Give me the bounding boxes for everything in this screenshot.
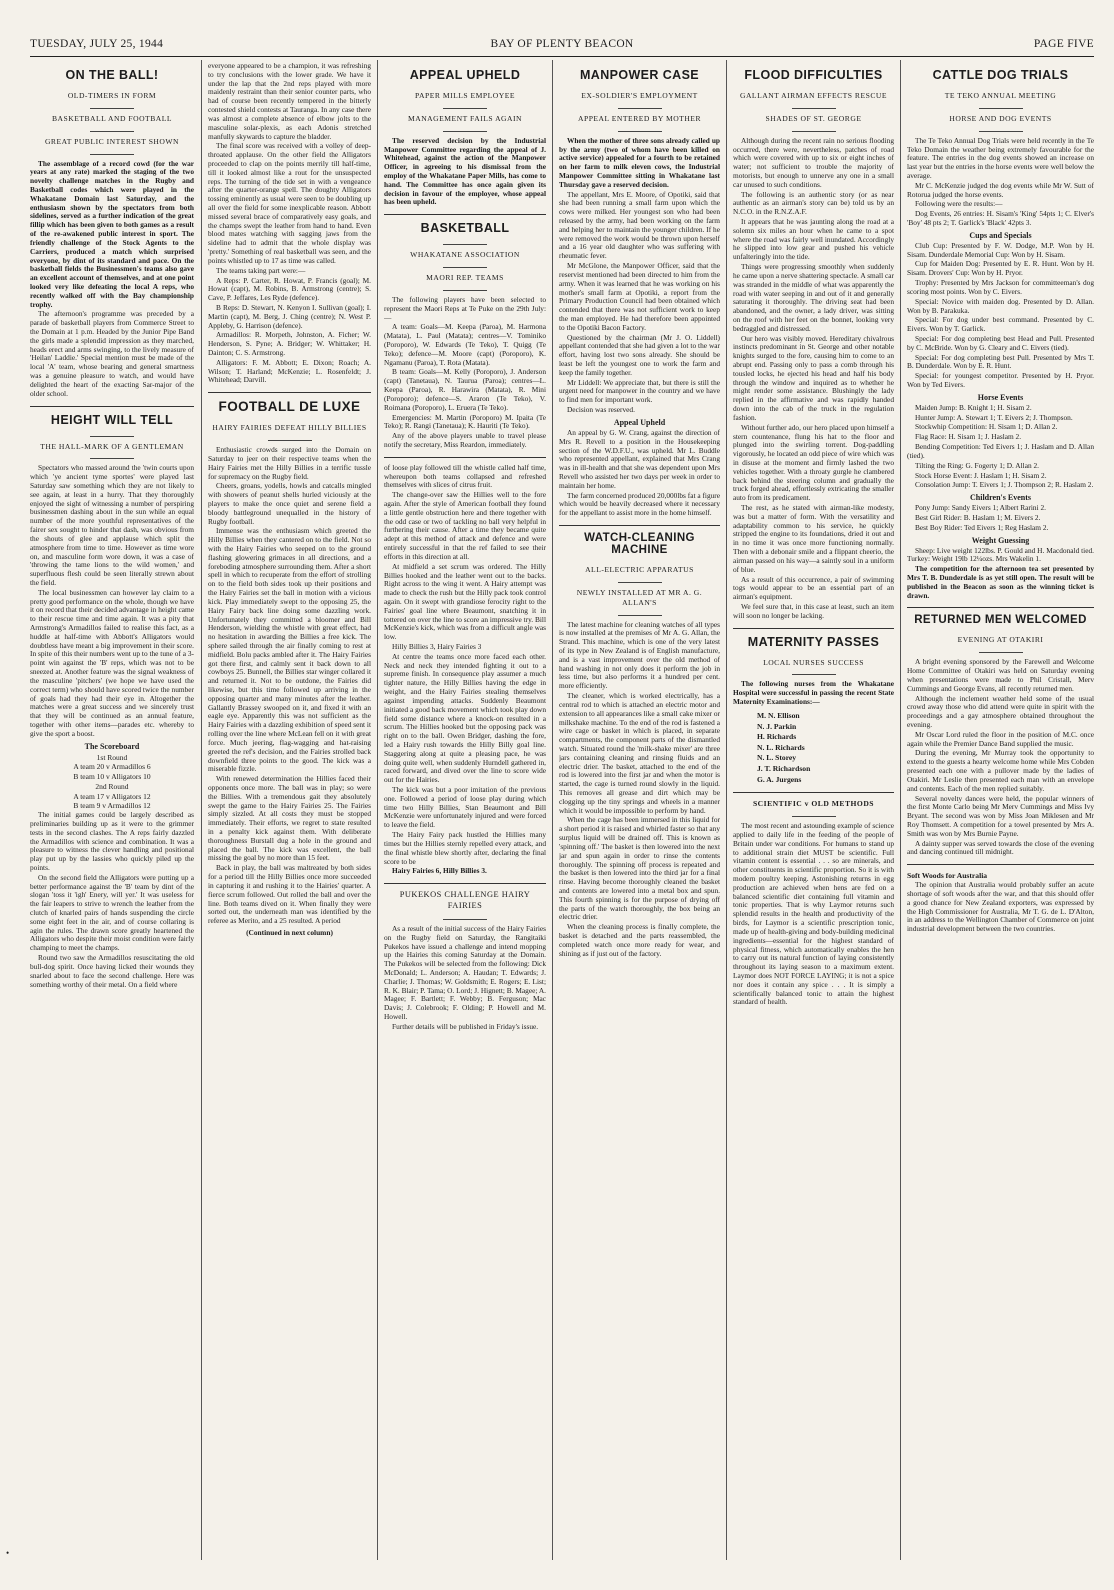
team-list: Armadillos: R. Morpeth, Johnston, A. Ficher; W. Henderson, S. Pyne; A. Bridger; W. Whittaker; H. Dainton; C. S. Armstrong.: [208, 330, 371, 357]
column-1: [30, 62, 194, 1562]
paragraph: The initial games could be largely described as preliminaries building up as it were to the grimmer tests in the second clashes. The A reps fairly dazzled the Armadillos with science and combination. It was a pleasure to witness the clever handling and positional play put up by the lassies who quickly piled up the points.: [30, 810, 194, 872]
list-item: M. N. Ellison: [757, 710, 800, 720]
paragraph: At centre the teams once more faced each other. Neck and neck they intended fighting it out to a supreme finish. In consequence play assumer a much tighter nature, the Hilly Billies having the edge in weight, and the Hairy Fairies stealing themselves against impending attacks. Suddenly Beaumont initiated a good back movement which took play down field some distance where a knock-on resulted in a scrum. The Hillies hooked but the opposing pack was right on to the ball. Owen Bridger, dashing the fore, led a Hairy rush towards the Hilly Billy goal line. Staggering along at quite a pleasing pace, he was doing quite well, when suddenly Hurndell gathered in, raced forward, and dived over the line to score wide out for the Hairies.: [384, 651, 546, 785]
paragraph: Flag Race: H. Sisam 1; J. Haslam 2.: [915, 432, 1022, 442]
paragraph: When the cleaning process is finally complete, the basket is detached and the parts reassembled, the completed watch once more ready for wear, and shining as if just out of the factory.: [559, 922, 720, 958]
column-3: [384, 62, 546, 1562]
paragraph: Round two saw the Armadillos resuscitating the old bull-dog spirit. Once having licked their wounds they snarled about to face the second challenge. Here was something worthy of their metal. On a field where: [30, 953, 194, 989]
article-headline: WATCH-CLEANING MACHINE: [584, 532, 695, 557]
paragraph: The Hairy Fairy pack hustled the Hillies many times but the Hillies sternly repelled every attack, and the final whistle blew shortly after, declaring the final score to be: [384, 830, 546, 866]
continued-note: (Continued in next column): [246, 927, 333, 937]
paragraph: Following were the results:—: [915, 199, 1003, 209]
masthead: [30, 38, 1094, 56]
lead-paragraph: The reserved decision by the Industrial Manpower Committee regarding the appeal of J. Whitehead, against the action of the Manpower Officer, in agreeing to his dismissal from the employ of the Whakatane Paper Mills, has come to hand. The Committee has once again given its decision in favour of the employee, whose appeal has been upheld.: [384, 135, 546, 207]
paragraph: Decision was reserved.: [567, 405, 635, 415]
section-subhead: Appeal Upheld: [613, 417, 666, 427]
paragraph: everyone appeared to be a champion, it was refreshing to try conclusions with the lower grade. We have it under the lap that the 2nd reps played with more maidenly restraint than their senior counter parts, who had of course been recently tempered in the bitterly contested shield contests at Tauranga. In any case there was almost a complete absence of elbow jolts to the masculine solar-plexis, as each Adonis stretched manfully skywards to capture the bladder.: [208, 62, 371, 141]
column-rule: [552, 60, 553, 1560]
article-headline: HEIGHT WILL TELL: [50, 412, 174, 427]
subheadline: MANAGEMENT FAILS AGAIN: [407, 113, 523, 123]
column-2: [208, 62, 371, 1562]
paragraph: of loose play followed till the whistle called half time, whereupon both teams collapsed and refreshed themselves with slices of citrus fruit.: [384, 462, 546, 490]
subheadline: LOCAL NURSES SUCCESS: [763, 657, 864, 667]
subheadline: ALL-ELECTRIC APPARATUS: [585, 565, 694, 575]
paragraph: Special: Novice with maiden dog. Presented by D. Allan. Won by B. Parakuka.: [907, 296, 1094, 315]
paragraph: Any of the above players unable to travel please notify the secretary, Miss Reardon, immediately.: [384, 431, 546, 449]
paragraph: It appears that he was jaunting along the road at a solemn six miles an hour when he came to a spot where the road was fairly well inundated. Accordingly he slipped into low gear and pushed his vehicle unfalteringly into the tide.: [733, 217, 894, 262]
paragraph: The farm concerned produced 20,000lbs fat a figure which would be heavily decreased where it necessary for the appellant to assist more in the home himself.: [559, 490, 720, 518]
paragraph: Mr Liddell: We appreciate that, but there is still the urgent need for manpower in the country and we have to find men for important work.: [559, 377, 720, 405]
team-list: Alligators: F. M. Abbott; E. Dixon; Roach; A. Wilson; T. Harland; McKenzie; L. Rosenfeldt; J. Whitehead; Darvill.: [208, 357, 371, 385]
paper-title: BAY OF PLENTY BEACON: [490, 38, 634, 50]
paragraph: Stockwhip Competition: H. Sisam 1; D. Allan 2.: [915, 422, 1058, 432]
paragraph: The local businessmen can however lay claim to a pretty good performance on the whole, though we have it on record that their decided advantage in height came to their rescue time and time again. It was a pity that Armstrong's Armadillos failed to realise this fact, as a huddle at half-time with Abbott's Alligators would doubtless have meant a big improvement in their score. In spite of this their numbers went up to the tune of a 3-point win against the 'B' reps, which was not to be sneezed at. Another feature was the signal weakness of the masculine 'pitchers' (we hope we have used the correct term) who should have scored twice the number of goals had they had their eye in. Altogether the matches were a great success and we sincerely trust that they will be continued as an annual feature, together with other items—parades etc. whereby to give the sport a boost.: [30, 587, 194, 738]
subheadline: PAPER MILLS EMPLOYEE: [414, 91, 515, 100]
paragraph: Mr McGlone, the Manpower Officer, said that the reservist mentioned had been directed to him from the army. When it was learned that he was working on his mother's small farm at Opotiki, a report from the Primary Production Council had been obtained which contended that there was not sufficient work to keep the man employed. He had therefore been appointed to the Opotiki Bacon Factory.: [559, 261, 720, 332]
paragraph: Pony Jump: Sandy Eivers 1; Albert Rarini 2.: [915, 503, 1046, 513]
article-headline: MANPOWER CASE: [579, 68, 700, 82]
subheadline: EVENING AT OTAKIRI: [957, 635, 1044, 645]
paragraph: The appellant, Mrs E. Moore, of Opotiki, said that she had been running a small farm upon which the cows were milked. Her youngest son who had been released by the army, had been working on the farm and helping her to maintain the younger children. If he were removed the work would be thrown upon herself and a 16 year old daughter who was suffering with rheumatic fever.: [559, 189, 720, 261]
article-headline: ON THE BALL!: [65, 68, 159, 82]
paragraph: Best Boy Rider: Ted Eivers 1; Reg Haslam 2.: [915, 522, 1049, 532]
paragraph: Although during the recent rain no serious flooding occurred, there were, nevertheless, patches of road which were covered with up to six or eight inches of water; not sufficient to trouble the majority of motorists, but enough to unnerve any one in a small car unused to such conditions.: [733, 135, 894, 189]
paragraph: Emergencies: M. Martin (Poroporo) M. Ipaita (Te Teko); R. Rangi (Tanetaua); K. Hauriti (Te Teko).: [384, 412, 546, 431]
paragraph: The cleaner, which is worked electrically, has a central rod to which is attached an electric motor and extension to all appearances like a small cake mixer or milkshake machine. To the end of the rod is fastened a wire cage or basket in which is placed, in separate compartments, the component parts of the dismantled watch. Situated round the 'milk-shake mixer' are three jars containing cleaning and rinsing fluids and an electric drier. The basket, attached to the end of the rod is lowered into the first jar and when the motor is started, the cage is turned round slowly in the liquid. This removes all grease and dirt which may be clogging up the tiny springs and wheels in a manner which it would be impossible to perform by hand.: [559, 691, 720, 815]
paragraph: Consolation Jump: T. Eivers 1; J. Thompson 2; R. Haslam 2.: [915, 480, 1094, 490]
paragraph: As a result of the initial success of the Hairy Fairies on the Rugby field on Saturday, the Rangitaiki Pukekos have issued a challenge and intend mopping up the Hairies this coming Saturday at the Domain. The Pukekos will be selected from the following: Dick McDonald; L. Anderson; A. Haudan; T. Edwards; J. Charlie; J. Thomas; W. Goldsmith; E. Rogers; E. List; R. K. Blair; P. Tama; O. Lord; J. Hignett; B. Magee; A. Magee; F. Bartlett; F. Webby; B. Ferguson; Mac Davis; J. Colebrook; F. Olding; P. Howell and M. Howell.: [384, 923, 546, 1022]
paragraph: The latest machine for cleaning watches of all types is now installed at the premises of Mr A. G. Allan, the Strand. This machine, which is one of the very latest of its type in New Zealand is of English manufacture, and is a vast improvement over the old method of hand washing in not only does it perform the job in less time, but also performs it a hundred per cent. more efficiently.: [559, 619, 720, 691]
paragraph: A dainty supper was served towards the close of the evening and dancing continued till midnight.: [907, 838, 1094, 857]
scoreboard-title: The Scoreboard: [84, 741, 140, 751]
subheadline: EX-SOLDIER'S EMPLOYMENT: [581, 91, 698, 100]
paragraph: Special: For dog under best command. Presented by C. Eivers. Won by T. Garlick.: [907, 315, 1094, 334]
article-headline: CATTLE DOG TRIALS: [932, 68, 1069, 82]
article-headline: FLOOD DIFFICULTIES: [744, 68, 883, 82]
paragraph: At midfield a set scrum was ordered. The Hilly Billies hooked and the leather went out to the backs. Right across to the wing it went. A Hairy attempt was made to check the rush but the Hilly pack took control again. On it swept with grandiose ferocity right to the Fairies' goal line where Beaumont, snatching it in tottered on over the line to score an impressive try. Bill McKenzie's kick, which was from a difficult angle was low.: [384, 561, 546, 642]
subheadline: PUKEKOS CHALLENGE HAIRY FAIRIES: [399, 890, 531, 911]
margin-mark: •: [6, 1548, 10, 1558]
section-subhead: Horse Events: [977, 392, 1024, 402]
paragraph: The competition for the afternoon tea set presented by Mrs T. B. Dunderdale is as yet still open. The result will be published in the Beacon as soon as the winning ticket is drawn.: [907, 564, 1094, 600]
paragraph: Tilting the Ring: G. Fogerty 1; D. Allan 2.: [915, 460, 1039, 470]
section-subhead: Cups and Specials: [969, 230, 1032, 240]
issue-date: TUESDAY, JULY 25, 1944: [30, 38, 164, 50]
paragraph: Although the inclement weather held some of the usual crowd away those who did attend were quite in spirit with the proceedings and a gay atmosphere obtained throughout the evening.: [907, 693, 1094, 730]
paragraph: As a result of this occurrence, a pair of swimming togs would appear to be an essential part of an airman's equipment.: [733, 574, 894, 602]
paragraph: Bending Competition: Ted Eivers 1; J. Haslam and D. Allan (tied).: [907, 442, 1094, 460]
subheadline: MAORI REP. TEAMS: [426, 273, 504, 283]
lead-paragraph: When the mother of three sons already called up by the army (two of whom have been killed on active service) appealed for a fourth to be retained on her farm to milk eleven cows, the Industrial Manpower Committee sitting in Whakatane last Thursday gave a reserved decision.: [559, 135, 720, 189]
paragraph: The rest, as he stated with airman-like modesty, was but a matter of form. With the versatility and adaptability common to his service, he quickly stripped the engine to its foundations, dried it out and in no time it was once more functioning normally. Then with a debonair smile and a flippant cheerio, the airman passed on his way—a saintly soul in a uniform of blue.: [733, 503, 894, 574]
masthead-rule: [30, 56, 1094, 57]
article-headline: BASKETBALL: [420, 221, 510, 236]
paragraph: Trophy: Presented by Mrs Jackson for committeeman's dog scoring most points. Won by C. Eivers.: [907, 278, 1094, 296]
column-rule: [900, 60, 901, 1560]
paragraph: Spectators who massed around the 'twin courts upon which 'ye ancient tyme sportes' were played last Saturday saw something which they are not likely to see again, at least in a hurry. That they thoroughly enjoyed the sight of witnessing a number of perspiring businessmen dashing about in the sun while an equal number of the more youthful representatives of the fairer sex sought to hinder that dash, was obvious from the shouts of glee and applause which split the atmosphere from time to time. However as time wore on, and masculine form wore down, it was a case of 'throwing the tame lions to the wild women,' and superfluous flesh could be seen literally strewn about the field.: [30, 463, 194, 587]
paragraph: Questioned by the chairman (Mr J. O. Liddell) appellant contended that she had given a lot to the war effort, having lost two sons already. She should be least be left the youngest one to work the farm and keep the family together.: [559, 332, 720, 377]
list-item: N. L. Storey: [757, 753, 797, 763]
paragraph: Dog Events, 26 entries: H. Sisam's 'King' 54pts 1; C. Elver's 'Boy' 48 pts 2; T. Garlick's 'Black' 42pts 3.: [907, 209, 1094, 228]
nurse-list: [733, 711, 894, 785]
paragraph: Special: For dog completing best Pull. Presented by Mrs T. B. Dunderdale. Won by E. R. Hunt.: [907, 352, 1094, 371]
paragraph: Best Girl Rider: B. Haslam 1; M. Eivers 2.: [915, 512, 1041, 522]
paragraph: The kick was but a poor imitation of the previous one. Followed a period of loose play during which time two Hilly Billies, Stan Beaumont and Bill McKenzie were unfortunately injured and were forced to leave the field.: [384, 785, 546, 830]
column-6: [907, 62, 1094, 1562]
column-rule: [726, 60, 727, 1560]
article-headline: MATERNITY PASSES: [747, 634, 880, 649]
section-subhead: Weight Guessing: [971, 535, 1030, 545]
paragraph: Back in play, the ball was maltreated by both sides for a period till the Hilly Billies once more succeeded in capturing it and rushing it to the Hairies' quarter. A fierce scrum followed. Out rolled the ball and over the line. Both teams dived on it. When finally they were sorted out, the underneath man was identified by the referee as Merito, and a 25 resulted. A period: [208, 863, 371, 926]
article-headline: FOOTBALL DE LUXE: [218, 399, 361, 415]
list-item: N. L. Richards: [757, 742, 805, 752]
article-headline: APPEAL UPHELD: [409, 68, 521, 82]
paragraph: The final score was received with a volley of deep-throated applause. On the other field the Alligators proceeded to clap on the points merrily till half-time, till it looked almost like a rout for the unsuspected reps. The turning of the tide set in with a vengeance after the quarter-orange spell. The doughty Alligators tossing eminently as usual were seen to be doubling up all over the field for some inexplicable reason. Abbott missed several brace of comparatively easy goals, and the champs swept the leather from hand to hand. Even blood mates watching with sagging jaws from the sideline had to admit that the whole display was 'pretty.' Something of real basketball was seen, and the points whistled up to 17 as time was called.: [208, 141, 371, 265]
paragraph: The following is an authentic story (or as near authentic as an airman's story can be) told us by an N.C.O. in the R.N.Z.A.F.: [733, 189, 894, 217]
subheadline: SCIENTIFIC v OLD METHODS: [752, 799, 875, 809]
subheadline: APPEAL ENTERED BY MOTHER: [577, 113, 702, 123]
score-line: Hairy Fairies 6, Hilly Billies 3.: [392, 866, 487, 876]
section-subhead: Soft Woods for Australia: [907, 871, 988, 881]
paragraph: With renewed determination the Hillies faced their opponents once more. The ball was in play; so were the Billies. With a tremendous gait they absolutely swept the game to the Hairy Fairies 25. The Fairies simply sizzled. At all costs they must be stopped immediately. Their efforts, we regret to state resulted in a penalty kick against them. With deliberate thoroughness Burstall dug a hole in the ground and placed the ball. The kick was excellent, the ball missing the goal by no more than 15 feet.: [208, 774, 371, 863]
paragraph: Several novelty dances were held, the popular winners of the first Monte Carlo being Mr Merv Cummings and Miss Ivy Bryant. The second was won by Miss Joan Miklesen and Mr Roy Thomsett. A competition for a towel presented by Mrs A. Smith was won by Mrs Burnie Payne.: [907, 793, 1094, 838]
paragraph: The following players have been selected to represent the Maori Reps at Te Puke on the 29th July:—: [384, 294, 546, 322]
subheadline: SHADES OF ST. GEORGE: [765, 113, 862, 123]
subheadline: THE HALL-MARK OF A GENTLEMAN: [40, 441, 184, 451]
subheadline: WHAKATANE ASSOCIATION: [410, 250, 520, 260]
paragraph: Enthusiastic crowds surged into the Domain on Saturday to jeer on their respective teams when the Hairy Fairies met the Hilly Billies in a terrific tussle for supremacy on the Rugby field.: [208, 445, 371, 481]
paragraph: Sheep: Live weight 122lbs. P. Gould and H. Macdonald tied. Turkey: Weight 19lb 12¼ozs. Mrs Wakelin 1.: [907, 545, 1094, 564]
team-list: A Reps: P. Carter, R. Howat, P. Francis (goal); M. Howat (capt), M. Robins, B. Armstrong (centre); S. Cave, P. Jeffares, Les Ryde (defence).: [208, 275, 371, 303]
page-number: PAGE FIVE: [1033, 38, 1094, 50]
list-item: N. J. Parkin: [757, 721, 797, 731]
column-5: [733, 62, 894, 1562]
paragraph: Further details will be published in Friday's issue.: [392, 1021, 539, 1031]
column-4: [559, 62, 720, 1562]
paragraph: We feel sure that, in this case at least, such an item will soon no longer be lacking.: [733, 601, 894, 620]
paragraph: Special: For dog completing best Head and Pull. Presented by C. McBride. Won by G. Cleary and C. Eivers (tied).: [907, 333, 1094, 352]
paragraph: The Te Teko Annual Dog Trials were held recently in the Te Teko Domain the weather being extremely favourable for the feature. The entries in the dog events showed an increase on last year but the entries in the horse events were well below the average.: [907, 135, 1094, 180]
list-item: G. A. Jurgens: [757, 774, 802, 784]
score-line: Hilly Billies 3, Hairy Fairies 3: [392, 642, 482, 651]
lead-paragraph: The following nurses from the Whakatane Hospital were successful in passing the recent State Maternity Examinations:—: [733, 679, 894, 707]
subheadline: TE TEKO ANNUAL MEETING: [944, 91, 1057, 100]
paragraph: The teams taking part were:—: [216, 265, 306, 275]
list-item: J. T. Richardson: [757, 764, 811, 774]
list-item: H. Richards: [757, 732, 797, 742]
subheadline: HORSE AND DOG EVENTS: [949, 113, 1052, 123]
paragraph: Hunter Jump: A. Stewart 1; T. Eivers 2; J. Thompson.: [915, 412, 1073, 422]
paragraph: When the cage has been immersed in this liquid for a short period it is raised and whirled faster so that any surplus liquid will be drained off. This is known as 'spinning off.' The basket is then lowered into the next jar and spun again in order to rinse the contents thoroughly. The spinning off process is repeated and the basket is then lowered into the third jar for a final rinse. Having become thoroughly cleaned the basket and contents are lowered into a metal box and spun. This fourth spinning is for the purpose of drying off the parts of the watch thoroughly, the box being an electric drier.: [559, 815, 720, 922]
subheadline: NEWLY INSTALLED AT MR A. G. ALLAN'S: [576, 587, 703, 607]
subheadline: BASKETBALL AND FOOTBALL: [51, 113, 173, 123]
paragraph: The afternoon's programme was preceded by a parade of basketball players from Commerce Street to the Domain at 1 p.m. Headed by the Junior Pipe Band the girls made a splendid impression as they marched, heads erect and arms swinging, to the lively measure of 'Heilan' Laddie.' Special mention must be made of the local 'A' team, whose bearing and general smartness was a genuine pleasure to watch, and would have delighted the heart of the exacting Sar-major of the older school.: [30, 309, 194, 398]
scoreboard: 1st Round A team 20 v Armadillos 6 B team 10 v Alligators 10 2nd Round A team 17 v Alligators 12 B team 9 v Armadillos 12: [73, 752, 151, 811]
paragraph: Club Cup: Presented by F. W. Dodge, M.P. Won by H. Sisam. Dunderdale Memorial Cup: Won by H. Sisam.: [907, 240, 1094, 259]
section-subhead: Children's Events: [970, 493, 1031, 503]
paragraph: During the evening, Mr Murray took the opportunity to extend to the guests a hearty welcome home while Mrs Cobden presented each one with a pullover made by the ladies of Otakiri. Mr Leslie then presented each man with an envelope and contents. Each of the men replied suitably.: [907, 748, 1094, 793]
paragraph: Without further ado, our hero placed upon himself a stern countenance, flung his hat to the floor and plunged into the swirling torrent. Dog-paddling vigorously, he located an odd piece of wire which was in disuse at the moment and firmly lashed the two vehicles together. With a throaty gurgle he clambered back behind the steering column and gradually the truck forged ahead, effortlessly extricating the smaller auto from its predicament.: [733, 422, 894, 503]
paragraph: The opinion that Australia would probably suffer an acute shortage of soft woods after the war, and that this should offer a good chance for New Zealand exporters, was expressed by the High Commissioner for Australia, Mr T. G. de L. D'Alton, in an address to the Wellington Chamber of Commerce on joint industrial development between the two countries.: [907, 880, 1094, 934]
paragraph: Mr C. McKenzie judged the dog events while Mr W. Sutt of Rotorua judged the horse events.: [907, 180, 1094, 199]
paragraph: Maiden Jump: B. Knight 1; H. Sisam 2.: [915, 402, 1032, 412]
column-rule: [201, 60, 202, 1560]
paragraph: Cup for Maiden Dog: Presented by E. R. Hunt. Won by H. Sisam. Drovers' Cup: Won by H. Pryor.: [907, 259, 1094, 278]
paragraph: On the second field the Alligators were putting up a better performance against the 'B' team by dint of the slogan 'toss it 'igh' Enery, will yer.' It was useless for the fair leapers to strive to wrench the leather from the clutch of knarled pairs of hands suspending the circle some eight feet in the air, and of course collaring is agin the rules. The drawn score greatly heartened the Alligators who despite their moist condition were fairly champing to meet the champs.: [30, 872, 194, 953]
paragraph: The change-over saw the Hillies well to the fore again. After the style of American football they found a little gentle obstruction here and there together with the odd case or two of tackling no ball very helpful in furthering their cause. After a time they became quite adept at this method of attack and defence and were entirely successful in that the ref failed to see their efforts in this direction at all.: [384, 490, 546, 561]
paragraph: An appeal by G. W. Crang, against the direction of Mrs R. Revell to a position in the Housekeeping section of the W.D.F.U., was upheld. Mr L. Buddle who represented appellant, explained that Mrs Crang was in ill-health and that she was dependent upon Mrs Revell who assisted her two days per week in order to maintain her home.: [559, 427, 720, 490]
paragraph: Special: for youngest competitor. Presented by H. Pryor. Won by Ted Eivers.: [907, 371, 1094, 390]
team-list: B Reps: D. Stewart, N. Kenyon I. Sullivan (goal); I. Martin (capt), M. Berg, J. Ching (centre); N. West P. Appleby, G. Harrison (defence).: [208, 302, 371, 330]
lead-paragraph: The assemblage of a record cowd (for the war years at any rate) marked the staging of the two novelty challenge matches in the Rugby and Basketball codes which were played in the Whakatane Domain last Saturday, and the enthusiasm shown by the spectators from both sidelines, served as a further indication of the great fillip which has been given to both games as a result of the re-awakened public interest in sport. The friendly challenge of the Stock Agents to the Carriers, produced a match which surprised everyone, by dint of its standard and pace. On the basketball fields the Businessmen's teams also gave an excellent account of themselves, and at one point looked very like defeating the local A reps, who recently walked off with the Bay championship trophy.: [30, 158, 194, 309]
paragraph: Things were progressing smoothly when suddenly he came upon a nerve shattering spectacle. A small car was stranded in the middle of what was apparently the road with water seeping in and out of it and generally saturating it thoroughly. The driving seat had been abandoned, and the owner, a lady driver, was sitting on the roof with her feet on the bonnet, looking very bedraggled and distressed.: [733, 262, 894, 333]
subheadline: GREAT PUBLIC INTEREST SHOWN: [44, 136, 180, 146]
subheadline: OLD-TIMERS IN FORM: [67, 91, 157, 100]
paragraph: Stock Horse Event: J. Haslam 1; H. Sisam 2.: [915, 470, 1047, 480]
article-headline: RETURNED MEN WELCOMED: [914, 614, 1087, 627]
paragraph: A bright evening sponsored by the Farewell and Welcome Home Committee of Otakiri was held on Saturday evening when presentations were made to Phil Cristall, Merv Cummings and George Evans, all recently returned men.: [907, 657, 1094, 693]
subheadline: HAIRY FAIRIES DEFEAT HILLY BILLIES: [212, 423, 367, 433]
paragraph: The most recent and astounding example of science applied to daily life in the feeding of the people of Britain under war conditions. For humans to stand up to additional strain diet MUST be scientific. Full vitamin content is essential . . . so are minerals, and other constituents in scientific proportion. So it is with modern poultry keeping. Astonishing returns in egg production are achieved when hens are fed on a balanced scientific diet containing full vitamin and tonic properties. That is why Laymor returns such splendid results in the health and productivity of the birds, for Laymor is a scientific prescription tonic, made up of health-giving and body-building medicinal ingredients—essential for the highest standard of physical fitness, which automatically enables the hen to carry out its natural function of laying consistently throughout its laying season to a maximum extent. Laymor does NOT FORCE LAYING; it is not a spice nor does it contain any spice . . . It is simply a scientifically balanced tonic to attain the highest standard of health.: [733, 821, 894, 1007]
paragraph: B team: Goals—M. Kelly (Poroporo), J. Anderson (capt) (Tanetaua), N. Taurua (Paroa); centres—L. Keepa (Paroa), R. Harawira (Matata), R. Mini (Poroporo); defence—S. Araron (Te Teko), V. Roimana (Poroporo), L. Eruera (Te Teko).: [384, 367, 546, 412]
paragraph: Cheers, groans, yodells, howls and catcalls mingled with showers of peanut shells hurled viciously at the players to make the once quiet and serene field a bloody battleground unequalled in the history of Rugby football.: [208, 481, 371, 526]
subheadline: GALLANT AIRMAN EFFECTS RESCUE: [739, 91, 888, 100]
paragraph: Our hero was visibly moved. Hereditary chivalrous instincts predominant in St. George and other notable knights surged to the fore, causing him to come to an abrupt end. Passing only to pass a comb through his tousled locks, he ejected his head and half his body through the window and inquired as to whether he might render some assistance. Blushingly the lady replied in the affirmative and was rapidly handed down into the cab of the truck in the regulation fashion.: [733, 333, 894, 422]
paragraph: Mr Oscar Lord ruled the floor in the position of M.C. once again while the Premier Dance Band supplied the music.: [907, 729, 1094, 748]
paragraph: Immense was the enthusiasm which greeted the Hilly Billies when they cantered on to the field. Not so with the Hairy Fairies who seeped on to the ground flashing glowering grimaces in all directions, and a foreboding atmosphere surrounding them. After a short spell in which to recuperate from the effort of strolling on to the field both sides took up their positions and the Hairy Fairies set the ball in motion with a vicious kick. Play immediately swept to the opposing 25, the Hairy Fairy back line doing some dazzling work. Unfortunately they committed a bloomer and Bill Henderson, wielding the whistle with great effect, had no hesitation in awarding the Billies a free kick. The sphere sailed through the air finally coming to rest at midfield. Bolu packs ambled after it. The Hairy Fairies got there first, and calmly sent it back down to all cowboys 25. Bunnell, the Billies star winger collared it and returned it. Not to be outdone, the Fairies did likewise, but this time followed up arriving in the opposing quarter and many minutes after the leather. Gallantly Brassey swooped on it, and fixed it with an eagle eye. Apparently this was not sufficient as the Hairy Fairies with a dazzling exhibition of speed sent it rolling over the line where McLean fell on it with great force. Much jeering, flag-wagging and hat-raising greeted the ref's decision, and the Fairies strolled back downfield three points to the good. The kick was a miserable fizzle.: [208, 526, 371, 774]
paragraph: A team: Goals—M. Keepa (Paroa), M. Harmona (Matata), L. Paul (Matata); centres—V. Tominiko (Poroporo), W. Edwards (Te Teko), T. Quigg (Te Teko); defence—M. Moore (capt) (Poroporo), K. Ngamanu (Paroa), T. Rota (Matata).: [384, 322, 546, 367]
column-rule: [377, 60, 378, 1560]
